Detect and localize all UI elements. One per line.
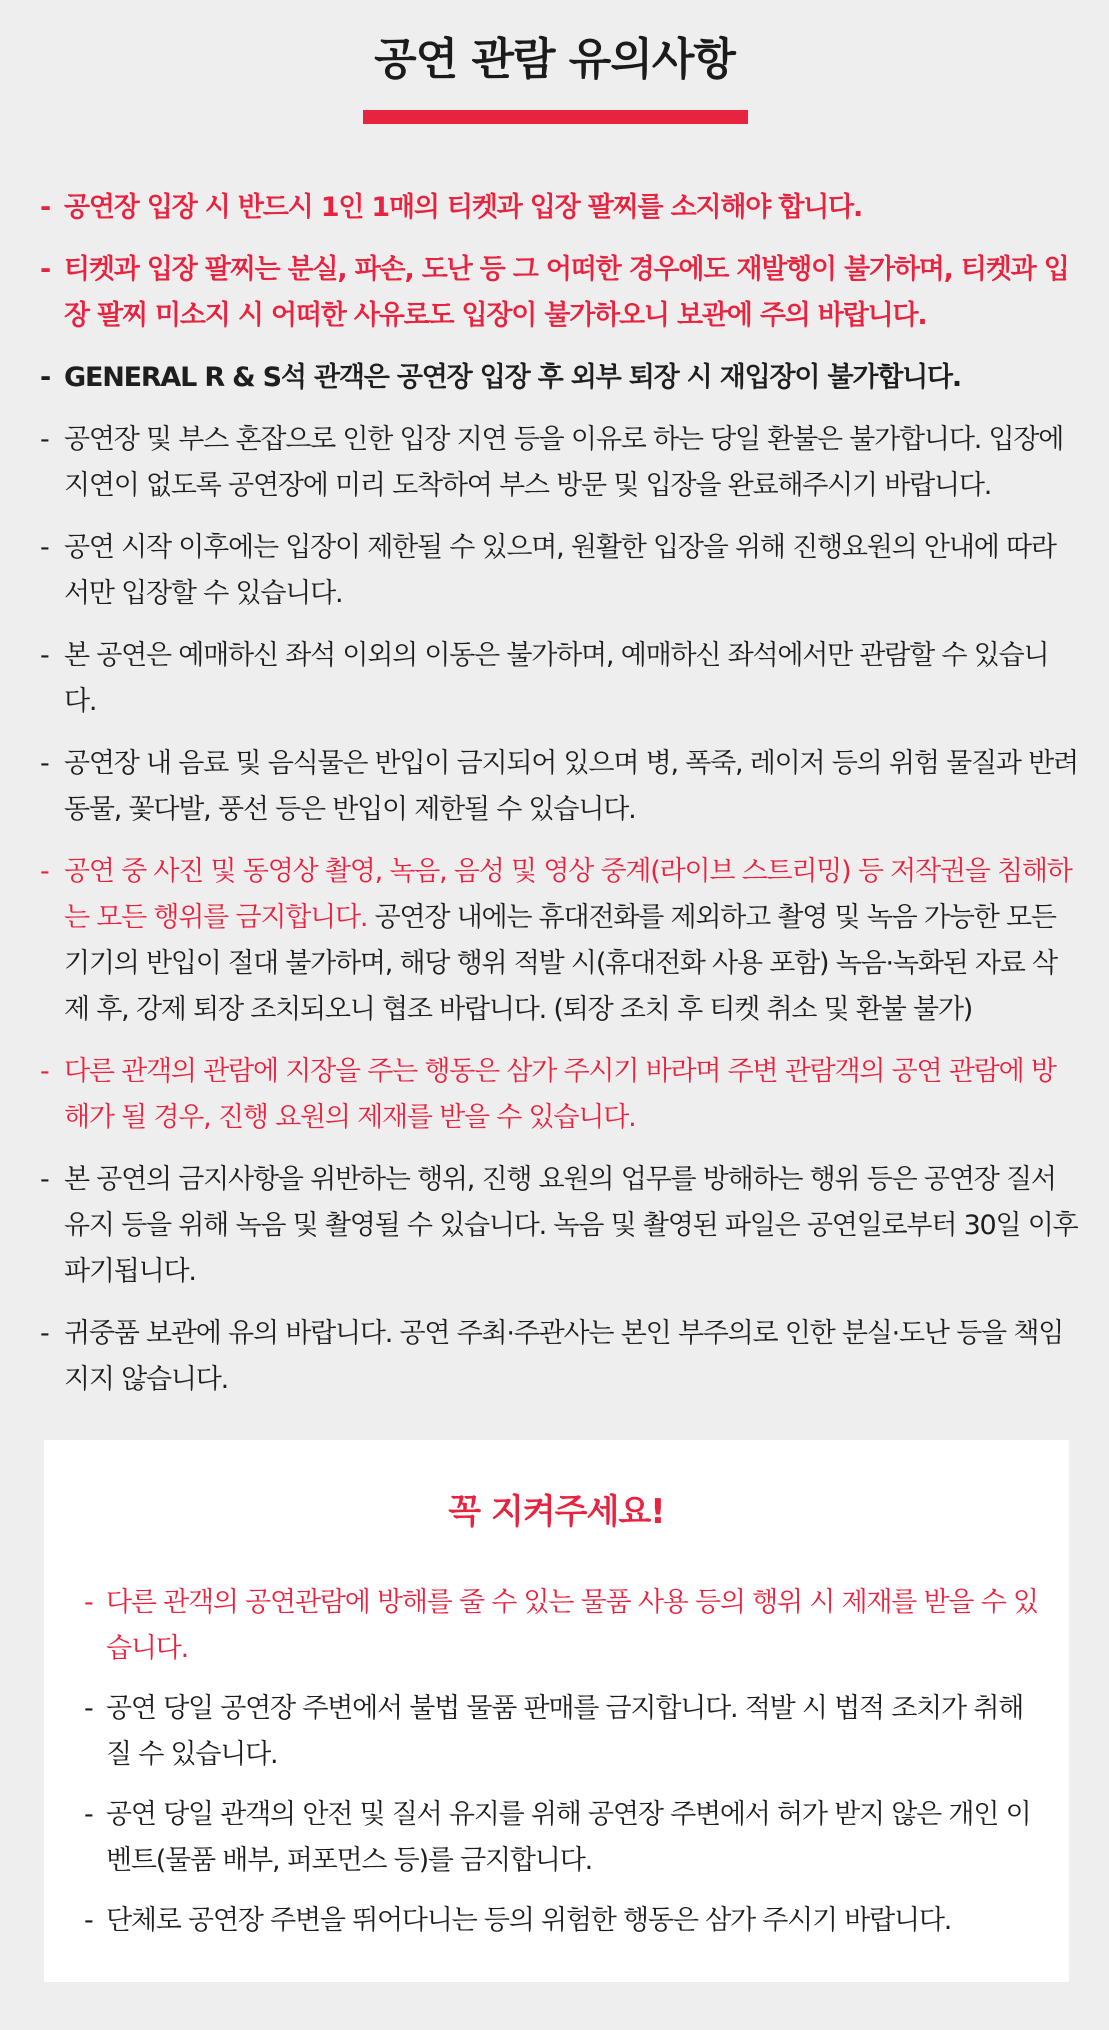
list-item	[40, 417, 1080, 509]
list-item	[40, 633, 1080, 725]
notice-text: 본 공연은 예매하신 좌석 이외의 이동은 불가하며, 예매하신 좌석에서만 관람할 수 있습니다.	[64, 640, 1049, 717]
list-item	[40, 1311, 1080, 1403]
dash: -	[40, 856, 49, 887]
notice-text-highlight: 공연 중 사진 및 동영상 촬영, 녹음, 음성 및 영상 중계(라이브 스트리밍) 등 저작권을 침해하는 모든 행위를 금지합니다.	[64, 856, 1072, 933]
notice-text: 공연장 및 부스 혼잡으로 인한 입장 지연 등을 이유로 하는 당일 환불은 불가합니다. 입장에 지연이 없도록 공연장에 미리 도착하여 부스 방문 및 입장을 완료해주시기 바랍니다.	[64, 424, 1064, 501]
list-item	[40, 247, 1080, 339]
box-item-text: 공연 당일 관객의 안전 및 질서 유지를 위해 공연장 주변에서 허가 받지 않은 개인 이벤트(물품 배부, 퍼포먼스 등)를 금지합니다.	[106, 1799, 1031, 1876]
dash: -	[40, 192, 51, 223]
list-item	[40, 185, 1080, 231]
list-item	[84, 1792, 1044, 1884]
dash: -	[40, 424, 49, 455]
list-item	[40, 355, 1080, 401]
dash: -	[40, 532, 49, 563]
dash: -	[40, 1318, 49, 1349]
notice-text: 공연장 입장 시 반드시 1인 1매의 티켓과 입장 팔찌를 소지해야 합니다.	[64, 192, 863, 223]
dash: -	[40, 362, 51, 393]
box-item-text: 단체로 공연장 주변을 뛰어다니는 등의 위험한 행동은 삼가 주시기 바랍니다.	[106, 1905, 952, 1936]
notice-text: GENERAL R & S석 관객은 공연장 입장 후 외부 퇴장 시 재입장이 불가합니다.	[64, 362, 961, 393]
must-follow-box	[44, 1440, 1069, 1982]
dash: -	[84, 1693, 93, 1724]
list-item	[40, 525, 1080, 617]
box-item-text: 공연 당일 공연장 주변에서 불법 물품 판매를 금지합니다. 적발 시 법적 조치가 취해질 수 있습니다.	[106, 1693, 1024, 1770]
notice-text: 다른 관객의 관람에 지장을 주는 행동은 삼가 주시기 바라며 주변 관람객의 공연 관람에 방해가 될 경우, 진행 요원의 제재를 받을 수 있습니다.	[64, 1056, 1056, 1133]
notice-text: 귀중품 보관에 유의 바랍니다. 공연 주최·주관사는 본인 부주의로 인한 분실·도난 등을 책임지지 않습니다.	[64, 1318, 1064, 1395]
box-title: 꼭 지켜주세요!	[448, 1492, 665, 1532]
list-item	[40, 1049, 1080, 1141]
list-item	[40, 741, 1080, 833]
list-item	[84, 1686, 1044, 1778]
dash: -	[84, 1587, 93, 1618]
dash: -	[40, 254, 51, 285]
notice-list	[40, 185, 1080, 1419]
title-wrap	[0, 30, 1109, 90]
notice-text: 공연장 내 음료 및 음식물은 반입이 금지되어 있으며 병, 폭죽, 레이저 등의 위험 물질과 반려동물, 꽃다발, 풍선 등은 반입이 제한될 수 있습니다.	[64, 748, 1078, 825]
dash: -	[40, 1056, 49, 1087]
list-item	[84, 1580, 1044, 1672]
list-item	[40, 1157, 1080, 1295]
box-item-text: 다른 관객의 공연관람에 방해를 줄 수 있는 물품 사용 등의 행위 시 제재를 받을 수 있습니다.	[106, 1587, 1038, 1664]
dash: -	[84, 1905, 93, 1936]
dash: -	[40, 640, 49, 671]
page-title: 공연 관람 유의사항	[374, 34, 735, 85]
dash: -	[84, 1799, 93, 1830]
notice-text: 티켓과 입장 팔찌는 분실, 파손, 도난 등 그 어떠한 경우에도 재발행이 불가하며, 티켓과 입장 팔찌 미소지 시 어떠한 사유로도 입장이 불가하오니 보관에 주의 바랍니다.	[64, 254, 1069, 331]
title-underline	[363, 110, 748, 124]
list-item	[40, 849, 1080, 1033]
notice-text: 본 공연의 금지사항을 위반하는 행위, 진행 요원의 업무를 방해하는 행위 등은 공연장 질서 유지 등을 위해 녹음 및 촬영될 수 있습니다. 녹음 및 촬영된 파일은 공연일로부터 30일 이후 파기됩니다.	[64, 1164, 1078, 1287]
dash: -	[40, 748, 49, 779]
notice-text: 공연장 내에는 휴대전화를 제외하고 촬영 및 녹음 가능한 모든 기기의 반입이 절대 불가하며, 해당 행위 적발 시(휴대전화 사용 포함) 녹음·녹화된 자료 삭제 후, 강제 퇴장 조치되오니 협조 바랍니다. (퇴장 조치 후 티켓 취소 및 환불 불가)	[64, 902, 1057, 1025]
box-list	[84, 1580, 1044, 1958]
dash: -	[40, 1164, 49, 1195]
list-item	[84, 1898, 1044, 1944]
notice-text: 공연 시작 이후에는 입장이 제한될 수 있으며, 원활한 입장을 위해 진행요원의 안내에 따라서만 입장할 수 있습니다.	[64, 532, 1056, 609]
